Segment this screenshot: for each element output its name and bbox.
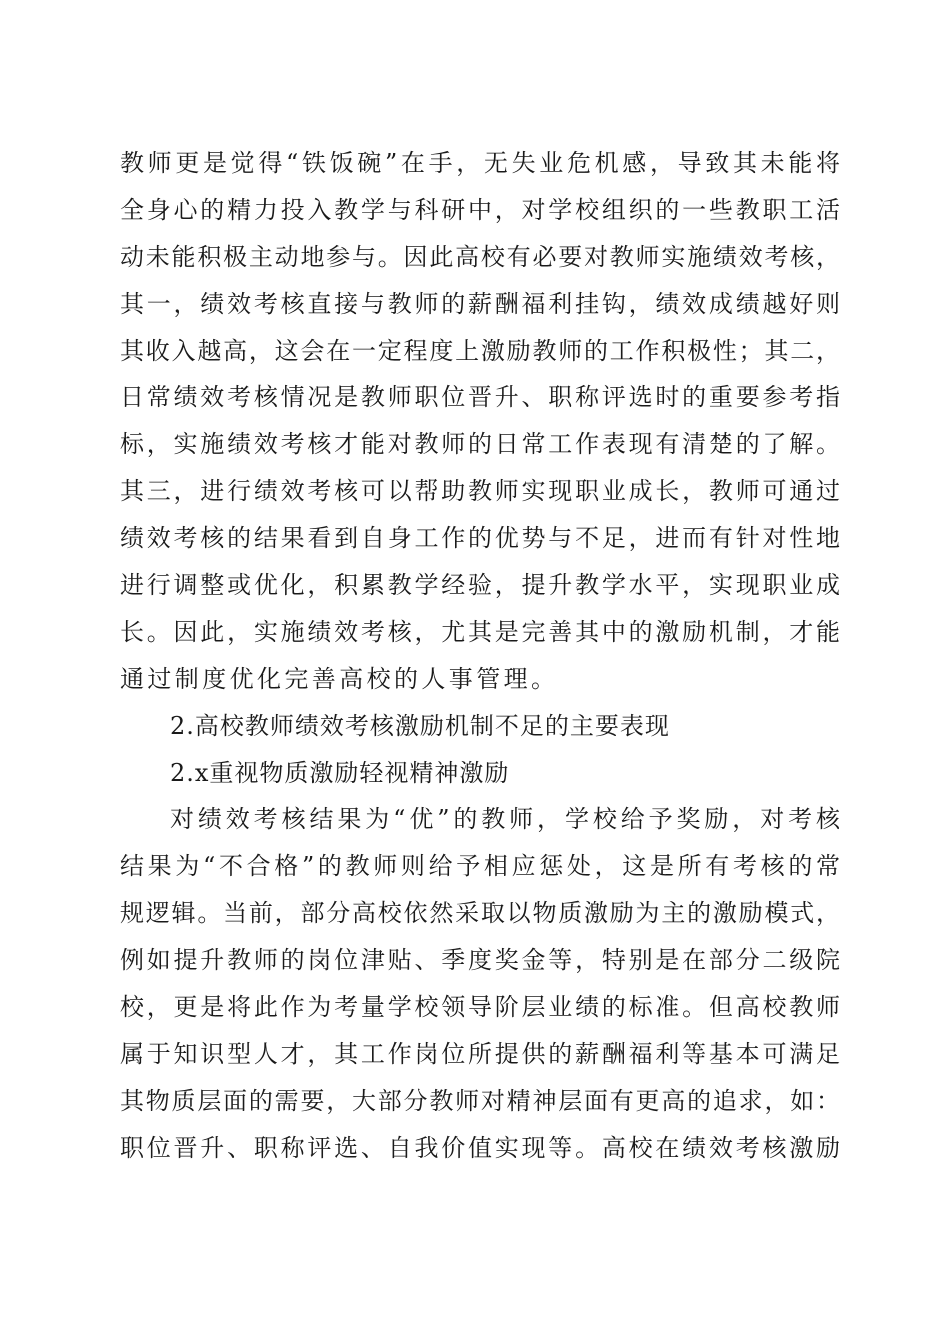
paragraph-line: 动未能积极主动地参与。因此高校有必要对教师实施绩效考核，	[120, 242, 840, 271]
paragraph-line: 其一，绩效考核直接与教师的薪酬福利挂钩，绩效成绩越好则	[120, 289, 840, 318]
subsection-heading: 2.x重视物质激励轻视精神激励	[170, 758, 510, 787]
section-heading: 2.高校教师绩效考核激励机制不足的主要表现	[170, 711, 670, 740]
paragraph-line: 其三，进行绩效考核可以帮助教师实现职业成长，教师可通过	[120, 477, 840, 506]
paragraph-line: 长。因此，实施绩效考核，尤其是完善其中的激励机制，才能	[120, 617, 840, 646]
paragraph-line: 其收入越高，这会在一定程度上激励教师的工作积极性；其二，	[120, 336, 840, 365]
paragraph-1	[120, 140, 840, 703]
paragraph-line: 规逻辑。当前，部分高校依然采取以物质激励为主的激励模式，	[120, 899, 840, 928]
paragraph-line: 职位晋升、职称评选、自我价值实现等。高校在绩效考核激励	[120, 1133, 840, 1162]
paragraph-line: 进行调整或优化，积累教学经验，提升教学水平，实现职业成	[120, 571, 840, 600]
paragraph-line-last: 通过制度优化完善高校的人事管理。	[120, 664, 559, 693]
paragraph-line: 全身心的精力投入教学与科研中，对学校组织的一些教职工活	[120, 195, 840, 224]
paragraph-line: 属于知识型人才，其工作岗位所提供的薪酬福利等基本可满足	[120, 1039, 840, 1068]
document-body	[120, 140, 840, 1172]
paragraph-line-first: 对绩效考核结果为“优”的教师，学校给予奖励，对考核	[170, 805, 840, 834]
paragraph-line: 日常绩效考核情况是教师职位晋升、职称评选时的重要参考指	[120, 383, 840, 412]
paragraph-line: 教师更是觉得“铁饭碗”在手，无失业危机感，导致其未能将	[120, 149, 840, 177]
paragraph-line: 校，更是将此作为考量学校领导阶层业绩的标准。但高校教师	[120, 993, 840, 1022]
paragraph-line: 其物质层面的需要，大部分教师对精神层面有更高的追求，如：	[120, 1086, 840, 1115]
paragraph-line: 例如提升教师的岗位津贴、季度奖金等，特别是在部分二级院	[120, 946, 840, 975]
paragraph-line: 标，实施绩效考核才能对教师的日常工作表现有清楚的了解。	[120, 430, 840, 459]
paragraph-2	[120, 796, 840, 1171]
paragraph-line: 结果为“不合格”的教师则给予相应惩处，这是所有考核的常	[120, 852, 840, 881]
paragraph-line: 绩效考核的结果看到自身工作的优势与不足，进而有针对性地	[120, 524, 840, 553]
